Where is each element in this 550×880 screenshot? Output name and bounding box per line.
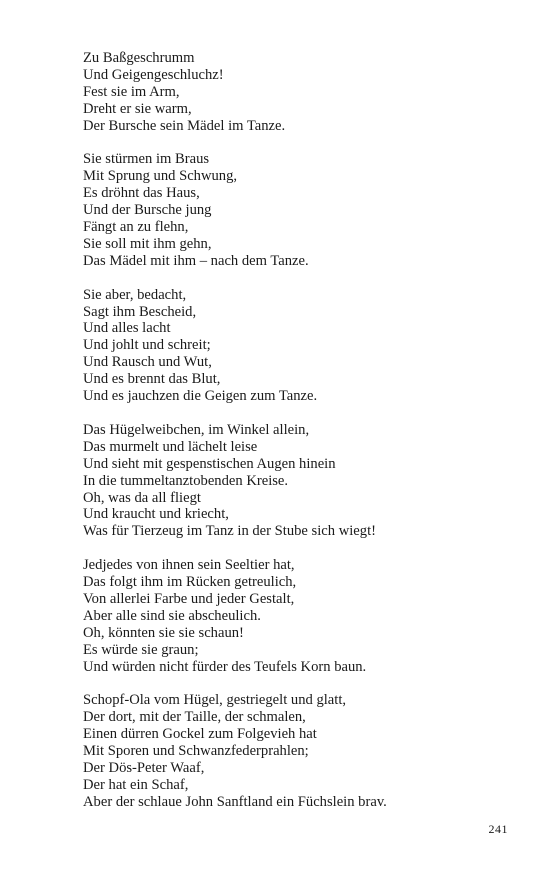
poem-line: Der Dös-Peter Waaf, [83,759,205,776]
poem-line: Sie soll mit ihm gehn, [83,235,212,252]
poem-line: Oh, was da all fliegt [83,489,201,506]
poem-line: Das folgt ihm im Rücken getreulich, [83,574,297,591]
poem-line: Fängt an zu flehn, [83,219,189,236]
poem-line: In die tummeltanztobenden Kreise. [83,472,289,489]
poem-line: Und johlt und schreit; [83,337,211,354]
poem-line: Und Geigengeschluchz! [83,66,224,83]
poem-line: Sie aber, bedacht, [83,286,187,303]
poem-line: Das Hügelweibchen, im Winkel allein, [83,421,310,438]
poem-line: Schopf-Ola vom Hügel, gestriegelt und glatt, [83,692,347,709]
stanza [83,692,523,810]
poem-line: Aber alle sind sie abscheulich. [83,607,261,624]
poem-line: Mit Sporen und Schwanzfederprahlen; [83,743,309,760]
poem-line: Mit Sprung und Schwung, [83,168,238,185]
poem-line: Dreht er sie warm, [83,100,192,117]
poem-line: Oh, könnten sie sie schaun! [83,624,244,641]
poem-line: Sie stürmen im Braus [83,151,210,168]
poem-line: Und Rausch und Wut, [83,354,212,371]
poem-body [83,50,523,828]
poem-line: Es dröhnt das Haus, [83,185,200,202]
stanza [83,422,523,540]
stanza [83,557,523,675]
poem-line: Sagt ihm Bescheid, [83,303,197,320]
poem-line: Zu Baßgeschrumm [83,50,195,66]
poem-line: Und alles lacht [83,320,171,337]
poem-line: Fest sie im Arm, [83,83,180,100]
poem-line: Einen dürren Gockel zum Folgevieh hat [83,726,317,743]
poem-line: Das murmelt und lächelt leise [83,438,258,455]
poem-line: Und sieht mit gespenstischen Augen hinein [83,455,336,472]
poem-line: Aber der schlaue John Sanftland ein Füchslein brav. [83,793,387,810]
poem-line: Und kraucht und kriecht, [83,506,229,523]
poem-line: Von allerlei Farbe und jeder Gestalt, [83,590,295,607]
poem-line: Der Bursche sein Mädel im Tanze. [83,117,286,134]
poem-line: Jedjedes von ihnen sein Seeltier hat, [83,557,295,574]
stanza [83,287,523,405]
poem-line: Und es jauchzen die Geigen zum Tanze. [83,388,318,405]
poem-line: Es würde sie graun; [83,641,199,658]
poem-line: Was für Tierzeug im Tanz in der Stube sich wiegt! [83,523,376,540]
page-number: 241 [488,822,508,836]
poem-line: Das Mädel mit ihm – nach dem Tanze. [83,252,309,269]
poem-line: Und würden nicht fürder des Teufels Korn baun. [83,658,367,675]
stanza [83,151,523,269]
poem-line: Der hat ein Schaf, [83,776,189,793]
poem-line: Und es brennt das Blut, [83,371,221,388]
poem-line: Der dort, mit der Taille, der schmalen, [83,709,306,726]
stanza [83,50,523,135]
poem-line: Und der Bursche jung [83,202,212,219]
